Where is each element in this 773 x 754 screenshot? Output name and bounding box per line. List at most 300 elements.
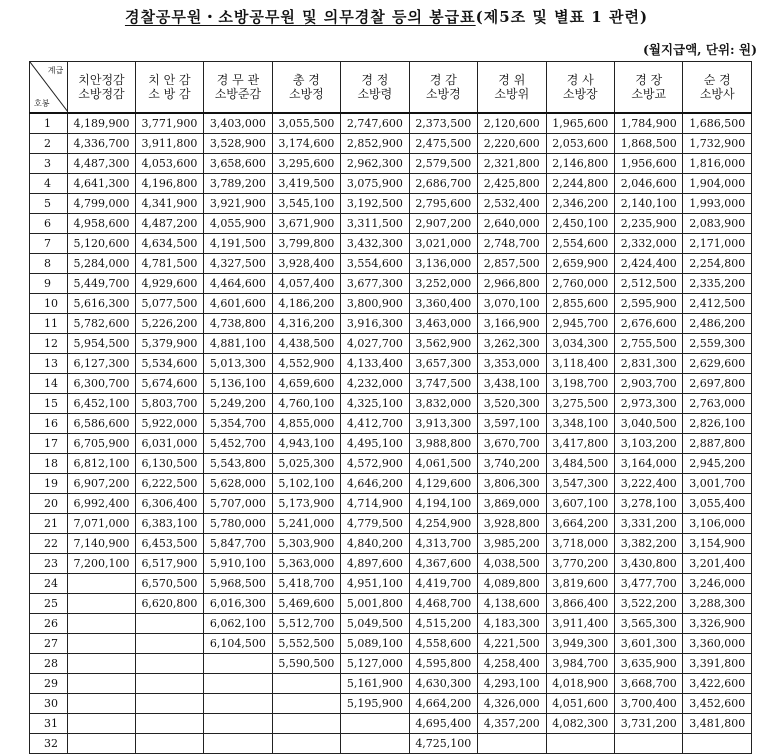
pay-cell: 3,419,500: [272, 174, 340, 194]
column-header-line: 소방령: [357, 87, 393, 101]
pay-cell: 2,335,200: [683, 274, 752, 294]
pay-cell: 5,552,500: [272, 634, 340, 654]
pay-cell: [68, 694, 135, 714]
pay-cell: 3,222,400: [614, 474, 682, 494]
pay-cell: 3,348,100: [546, 414, 614, 434]
pay-cell: 3,747,500: [409, 374, 477, 394]
pay-cell: [135, 634, 203, 654]
pay-cell: 6,031,000: [135, 434, 203, 454]
pay-cell: 4,779,500: [341, 514, 409, 534]
step-cell: 19: [30, 474, 68, 494]
pay-cell: 6,812,100: [68, 454, 135, 474]
pay-cell: 2,640,000: [478, 214, 546, 234]
pay-cell: 5,968,500: [204, 574, 272, 594]
pay-cell: 3,201,400: [683, 554, 752, 574]
table-row: [30, 674, 752, 694]
pay-cell: 3,601,300: [614, 634, 682, 654]
pay-cell: 4,326,000: [478, 694, 546, 714]
pay-cell: 3,484,500: [546, 454, 614, 474]
pay-cell: 3,789,200: [204, 174, 272, 194]
pay-cell: 6,300,700: [68, 374, 135, 394]
pay-cell: 5,452,700: [204, 434, 272, 454]
table-row: [30, 534, 752, 554]
pay-cell: 4,646,200: [341, 474, 409, 494]
pay-cell: 2,220,600: [478, 134, 546, 154]
pay-cell: [204, 654, 272, 674]
pay-cell: 4,943,100: [272, 434, 340, 454]
pay-cell: 3,597,100: [478, 414, 546, 434]
pay-cell: 4,313,700: [409, 534, 477, 554]
pay-cell: 3,481,800: [683, 714, 752, 734]
pay-cell: 4,325,100: [341, 394, 409, 414]
pay-cell: [68, 614, 135, 634]
pay-cell: 7,071,000: [68, 514, 135, 534]
pay-cell: 3,800,900: [341, 294, 409, 314]
pay-cell: 3,928,400: [272, 254, 340, 274]
column-header-line: 치안정감: [78, 73, 125, 87]
table-row: [30, 113, 752, 134]
pay-cell: 5,161,900: [341, 674, 409, 694]
corner-header-cell: [30, 62, 68, 114]
pay-cell: 2,676,600: [614, 314, 682, 334]
column-header-line: 순 경: [703, 73, 731, 87]
step-cell: 29: [30, 674, 68, 694]
pay-cell: 2,554,600: [546, 234, 614, 254]
pay-cell: 4,572,900: [341, 454, 409, 474]
pay-cell: 4,464,600: [204, 274, 272, 294]
pay-cell: 2,512,500: [614, 274, 682, 294]
table-row: [30, 454, 752, 474]
pay-cell: 2,826,100: [683, 414, 752, 434]
pay-cell: 5,001,800: [341, 594, 409, 614]
pay-cell: 5,363,000: [272, 554, 340, 574]
table-row: [30, 314, 752, 334]
pay-cell: 3,021,000: [409, 234, 477, 254]
table-row: [30, 174, 752, 194]
pay-cell: 6,306,400: [135, 494, 203, 514]
pay-cell: 3,916,300: [341, 314, 409, 334]
pay-cell: 2,763,000: [683, 394, 752, 414]
pay-cell: 3,360,400: [409, 294, 477, 314]
table-body: [30, 113, 752, 754]
pay-cell: 2,966,800: [478, 274, 546, 294]
pay-cell: 5,418,700: [272, 574, 340, 594]
pay-cell: 4,641,300: [68, 174, 135, 194]
pay-cell: 5,922,000: [135, 414, 203, 434]
pay-cell: 3,198,700: [546, 374, 614, 394]
pay-cell: [135, 714, 203, 734]
pay-cell: 3,311,500: [341, 214, 409, 234]
pay-cell: [135, 694, 203, 714]
pay-cell: 3,164,000: [614, 454, 682, 474]
pay-cell: 2,254,800: [683, 254, 752, 274]
pay-cell: 3,382,200: [614, 534, 682, 554]
pay-cell: 5,469,600: [272, 594, 340, 614]
pay-cell: 2,686,700: [409, 174, 477, 194]
pay-cell: [204, 694, 272, 714]
pay-cell: 5,241,000: [272, 514, 340, 534]
pay-cell: 6,586,600: [68, 414, 135, 434]
pay-cell: 6,992,400: [68, 494, 135, 514]
pay-cell: 4,089,800: [478, 574, 546, 594]
step-cell: 10: [30, 294, 68, 314]
pay-cell: 4,038,500: [478, 554, 546, 574]
pay-cell: 3,174,600: [272, 134, 340, 154]
column-header-line: 소 방 감: [148, 87, 191, 101]
pay-cell: 5,954,500: [68, 334, 135, 354]
pay-cell: 3,055,500: [272, 113, 340, 134]
pay-cell: 5,910,100: [204, 554, 272, 574]
pay-cell: 3,075,900: [341, 174, 409, 194]
pay-cell: 5,089,100: [341, 634, 409, 654]
pay-cell: 4,357,200: [478, 714, 546, 734]
pay-cell: 3,438,100: [478, 374, 546, 394]
pay-cell: 6,130,500: [135, 454, 203, 474]
pay-cell: 5,049,500: [341, 614, 409, 634]
pay-cell: 3,391,800: [683, 654, 752, 674]
pay-cell: 2,747,600: [341, 113, 409, 134]
column-header-line: 소방정감: [78, 87, 125, 101]
table-row: [30, 694, 752, 714]
pay-cell: 3,913,300: [409, 414, 477, 434]
pay-cell: 2,486,200: [683, 314, 752, 334]
pay-cell: 4,714,900: [341, 494, 409, 514]
pay-cell: 3,928,800: [478, 514, 546, 534]
step-cell: 3: [30, 154, 68, 174]
pay-cell: 4,367,600: [409, 554, 477, 574]
pay-cell: 4,419,700: [409, 574, 477, 594]
step-cell: 17: [30, 434, 68, 454]
pay-cell: [135, 614, 203, 634]
pay-cell: [135, 674, 203, 694]
pay-cell: 2,595,900: [614, 294, 682, 314]
pay-cell: 5,628,000: [204, 474, 272, 494]
pay-cell: 3,718,000: [546, 534, 614, 554]
pay-cell: 2,748,700: [478, 234, 546, 254]
pay-cell: 4,258,400: [478, 654, 546, 674]
pay-cell: 3,799,800: [272, 234, 340, 254]
pay-cell: 2,755,500: [614, 334, 682, 354]
pay-cell: 2,629,600: [683, 354, 752, 374]
pay-cell: 1,904,000: [683, 174, 752, 194]
pay-cell: 3,432,300: [341, 234, 409, 254]
pay-cell: 3,275,500: [546, 394, 614, 414]
pay-cell: 3,771,900: [135, 113, 203, 134]
pay-cell: 3,136,000: [409, 254, 477, 274]
pay-cell: 3,252,000: [409, 274, 477, 294]
step-cell: 2: [30, 134, 68, 154]
pay-cell: 4,881,100: [204, 334, 272, 354]
pay-cell: [272, 734, 340, 754]
pay-cell: 3,246,000: [683, 574, 752, 594]
pay-cell: 1,816,000: [683, 154, 752, 174]
step-cell: 18: [30, 454, 68, 474]
pay-cell: 5,674,600: [135, 374, 203, 394]
pay-cell: 2,945,700: [546, 314, 614, 334]
table-row: [30, 634, 752, 654]
pay-cell: [341, 714, 409, 734]
document-title: [0, 6, 773, 27]
pay-cell: [683, 734, 752, 754]
pay-cell: 4,897,600: [341, 554, 409, 574]
pay-cell: 3,118,400: [546, 354, 614, 374]
table-row: [30, 734, 752, 754]
pay-cell: 3,869,000: [478, 494, 546, 514]
pay-cell: 4,191,500: [204, 234, 272, 254]
pay-cell: 3,949,300: [546, 634, 614, 654]
table-row: [30, 594, 752, 614]
pay-cell: 4,051,600: [546, 694, 614, 714]
pay-cell: 1,993,000: [683, 194, 752, 214]
pay-cell: 6,907,200: [68, 474, 135, 494]
pay-cell: 5,303,900: [272, 534, 340, 554]
pay-cell: 4,487,300: [68, 154, 135, 174]
pay-cell: 5,013,300: [204, 354, 272, 374]
pay-cell: 3,554,600: [341, 254, 409, 274]
pay-cell: [68, 714, 135, 734]
pay-cell: 2,450,100: [546, 214, 614, 234]
pay-cell: 4,958,600: [68, 214, 135, 234]
step-cell: 21: [30, 514, 68, 534]
step-cell: 5: [30, 194, 68, 214]
pay-cell: 4,221,500: [478, 634, 546, 654]
pay-cell: 4,634,500: [135, 234, 203, 254]
pay-cell: 6,517,900: [135, 554, 203, 574]
pay-cell: 4,468,700: [409, 594, 477, 614]
step-cell: 6: [30, 214, 68, 234]
column-header-line: 치 안 감: [148, 73, 191, 87]
pay-cell: 3,731,200: [614, 714, 682, 734]
pay-cell: 3,520,300: [478, 394, 546, 414]
column-header: [409, 62, 477, 114]
step-cell: 7: [30, 234, 68, 254]
table-row: [30, 654, 752, 674]
pay-cell: 4,186,200: [272, 294, 340, 314]
pay-cell: [68, 594, 135, 614]
pay-cell: 4,760,100: [272, 394, 340, 414]
header-row: [30, 62, 752, 114]
pay-cell: 2,146,800: [546, 154, 614, 174]
pay-cell: [135, 734, 203, 754]
pay-cell: 4,630,300: [409, 674, 477, 694]
pay-cell: 2,532,400: [478, 194, 546, 214]
step-cell: 24: [30, 574, 68, 594]
pay-cell: 2,907,200: [409, 214, 477, 234]
pay-cell: 3,832,000: [409, 394, 477, 414]
pay-cell: 3,452,600: [683, 694, 752, 714]
pay-cell: 4,316,200: [272, 314, 340, 334]
pay-cell: 3,154,900: [683, 534, 752, 554]
pay-cell: 3,562,900: [409, 334, 477, 354]
pay-cell: 4,129,600: [409, 474, 477, 494]
pay-cell: 2,425,800: [478, 174, 546, 194]
column-header-line: 경 위: [498, 73, 526, 87]
step-cell: 1: [30, 113, 68, 134]
table-row: [30, 574, 752, 594]
pay-cell: 3,565,300: [614, 614, 682, 634]
pay-cell: 4,595,800: [409, 654, 477, 674]
pay-cell: 4,664,200: [409, 694, 477, 714]
pay-cell: 5,847,700: [204, 534, 272, 554]
pay-cell: 3,664,200: [546, 514, 614, 534]
pay-cell: 5,127,000: [341, 654, 409, 674]
pay-cell: 7,200,100: [68, 554, 135, 574]
table-row: [30, 134, 752, 154]
column-header-line: 경 감: [429, 73, 457, 87]
table-row: [30, 274, 752, 294]
pay-cell: 3,353,000: [478, 354, 546, 374]
pay-cell: [68, 674, 135, 694]
pay-cell: 5,543,800: [204, 454, 272, 474]
title-sub: (제5조 및 별표 1 관련): [475, 8, 649, 26]
pay-cell: 1,868,500: [614, 134, 682, 154]
column-header-line: 경 장: [635, 73, 663, 87]
pay-cell: 2,855,600: [546, 294, 614, 314]
step-cell: 12: [30, 334, 68, 354]
pay-cell: 5,120,600: [68, 234, 135, 254]
pay-cell: 4,196,800: [135, 174, 203, 194]
pay-cell: 4,327,500: [204, 254, 272, 274]
pay-cell: 5,512,700: [272, 614, 340, 634]
pay-cell: 5,449,700: [68, 274, 135, 294]
pay-cell: 3,295,600: [272, 154, 340, 174]
pay-cell: 2,171,000: [683, 234, 752, 254]
pay-cell: 4,336,700: [68, 134, 135, 154]
pay-cell: 3,034,300: [546, 334, 614, 354]
step-cell: 14: [30, 374, 68, 394]
column-header-line: 경 사: [566, 73, 594, 87]
pay-cell: 2,235,900: [614, 214, 682, 234]
pay-cell: 5,025,300: [272, 454, 340, 474]
pay-cell: 5,136,100: [204, 374, 272, 394]
pay-cell: [68, 734, 135, 754]
pay-cell: [204, 674, 272, 694]
pay-cell: 4,053,600: [135, 154, 203, 174]
pay-cell: 6,016,300: [204, 594, 272, 614]
pay-cell: 6,104,500: [204, 634, 272, 654]
pay-cell: 4,781,500: [135, 254, 203, 274]
table-row: [30, 554, 752, 574]
pay-cell: 3,670,700: [478, 434, 546, 454]
pay-cell: [204, 714, 272, 734]
pay-cell: 2,046,600: [614, 174, 682, 194]
pay-cell: 3,700,400: [614, 694, 682, 714]
pay-cell: 4,725,100: [409, 734, 477, 754]
pay-cell: [614, 734, 682, 754]
pay-cell: 5,782,600: [68, 314, 135, 334]
step-cell: 30: [30, 694, 68, 714]
pay-cell: 3,106,000: [683, 514, 752, 534]
pay-cell: 2,140,100: [614, 194, 682, 214]
pay-cell: 4,293,100: [478, 674, 546, 694]
pay-cell: [68, 574, 135, 594]
pay-cell: 4,840,200: [341, 534, 409, 554]
pay-cell: [478, 734, 546, 754]
pay-cell: 2,412,500: [683, 294, 752, 314]
pay-cell: 3,422,600: [683, 674, 752, 694]
pay-cell: 4,558,600: [409, 634, 477, 654]
step-cell: 23: [30, 554, 68, 574]
pay-cell: 3,806,300: [478, 474, 546, 494]
pay-cell: 3,545,100: [272, 194, 340, 214]
pay-cell: 6,620,800: [135, 594, 203, 614]
pay-cell: [272, 674, 340, 694]
pay-cell: 3,463,000: [409, 314, 477, 334]
pay-cell: 4,552,900: [272, 354, 340, 374]
pay-cell: 3,607,100: [546, 494, 614, 514]
pay-cell: 3,635,900: [614, 654, 682, 674]
pay-cell: 3,326,900: [683, 614, 752, 634]
pay-cell: 5,077,500: [135, 294, 203, 314]
column-header: [341, 62, 409, 114]
pay-cell: 1,956,600: [614, 154, 682, 174]
column-header: [204, 62, 272, 114]
pay-cell: 5,284,000: [68, 254, 135, 274]
pay-cell: 6,062,100: [204, 614, 272, 634]
step-cell: 25: [30, 594, 68, 614]
pay-cell: 3,360,000: [683, 634, 752, 654]
pay-cell: 4,133,400: [341, 354, 409, 374]
pay-cell: 2,857,500: [478, 254, 546, 274]
pay-cell: 5,616,300: [68, 294, 135, 314]
table-row: [30, 614, 752, 634]
pay-cell: [204, 734, 272, 754]
pay-cell: 5,173,900: [272, 494, 340, 514]
pay-cell: 4,601,600: [204, 294, 272, 314]
pay-cell: 3,911,800: [135, 134, 203, 154]
pay-cell: 5,590,500: [272, 654, 340, 674]
title-main: 경찰공무원・소방공무원 및 의무경찰 등의 봉급표: [124, 8, 476, 26]
column-header-line: 소방장: [562, 87, 598, 101]
pay-cell: 5,102,100: [272, 474, 340, 494]
pay-cell: 4,412,700: [341, 414, 409, 434]
step-cell: 31: [30, 714, 68, 734]
pay-cell: 4,341,900: [135, 194, 203, 214]
pay-cell: 6,705,900: [68, 434, 135, 454]
step-cell: 16: [30, 414, 68, 434]
pay-cell: 6,383,100: [135, 514, 203, 534]
pay-cell: 3,070,100: [478, 294, 546, 314]
pay-cell: 1,686,500: [683, 113, 752, 134]
column-header-line: 소방준감: [214, 87, 262, 101]
table-row: [30, 714, 752, 734]
pay-cell: 2,795,600: [409, 194, 477, 214]
pay-cell: 3,740,200: [478, 454, 546, 474]
pay-cell: 4,695,400: [409, 714, 477, 734]
pay-cell: 4,438,500: [272, 334, 340, 354]
pay-cell: 4,183,300: [478, 614, 546, 634]
column-header: [68, 62, 135, 114]
pay-cell: [135, 654, 203, 674]
pay-cell: 3,866,400: [546, 594, 614, 614]
pay-cell: 4,018,900: [546, 674, 614, 694]
pay-cell: 4,738,800: [204, 314, 272, 334]
pay-cell: 5,195,900: [341, 694, 409, 714]
pay-cell: 2,346,200: [546, 194, 614, 214]
pay-table: [29, 61, 752, 754]
step-cell: 15: [30, 394, 68, 414]
table-row: [30, 214, 752, 234]
pay-cell: 3,403,000: [204, 113, 272, 134]
table-row: [30, 474, 752, 494]
pay-cell: 2,903,700: [614, 374, 682, 394]
column-header: [478, 62, 546, 114]
pay-cell: 3,921,900: [204, 194, 272, 214]
pay-cell: 4,495,100: [341, 434, 409, 454]
pay-cell: 4,799,000: [68, 194, 135, 214]
pay-cell: 2,321,800: [478, 154, 546, 174]
pay-cell: 6,452,100: [68, 394, 135, 414]
